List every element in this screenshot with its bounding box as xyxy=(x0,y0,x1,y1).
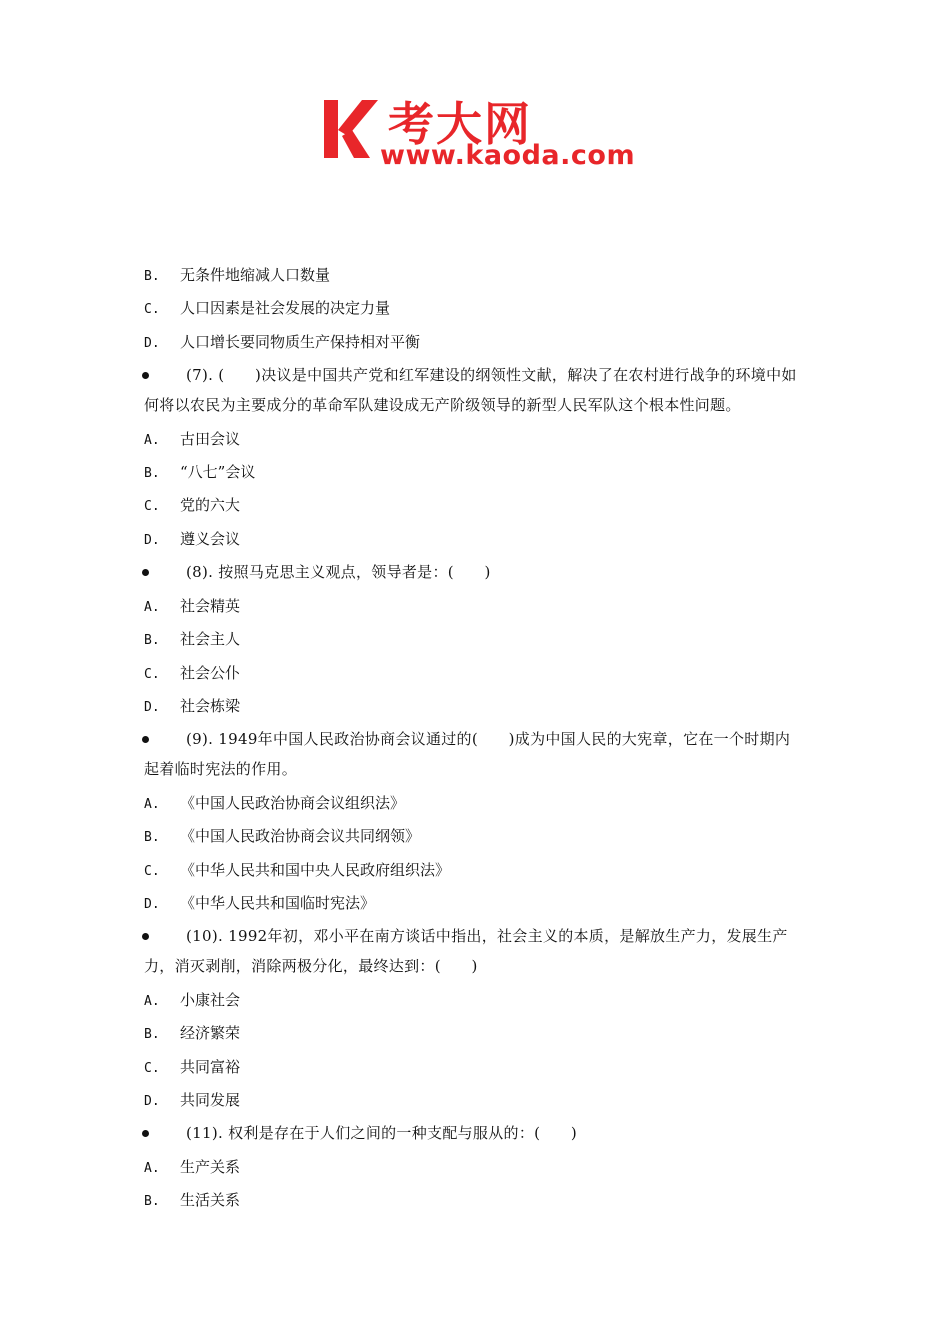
k-logo-icon xyxy=(318,96,384,162)
question-item xyxy=(144,725,804,784)
question-text: (10). 1992年初，邓小平在南方谈话中指出，社会主义的本质，是解放生产力，发展生产力，消灭剥削，消除两极分化，最终达到：( ) xyxy=(144,927,788,976)
brand-url: www.kaoda.com xyxy=(380,140,636,171)
option-letter: D. xyxy=(144,700,160,716)
option-text: 社会栋梁 xyxy=(180,697,241,716)
option-letter: A. xyxy=(144,796,160,812)
option-letter: D. xyxy=(144,335,160,351)
option-letter: B. xyxy=(144,269,160,284)
answer-option xyxy=(144,489,804,522)
option-text: 共同富裕 xyxy=(180,1057,241,1076)
answer-option xyxy=(144,984,804,1017)
option-text: 共同发展 xyxy=(180,1090,241,1109)
option-text: 《中华人民共和国中央人民政府组织法》 xyxy=(180,860,451,879)
option-letter: B. xyxy=(144,633,160,649)
option-letter: B. xyxy=(144,465,160,481)
option-letter: C. xyxy=(144,302,160,318)
option-text: 《中国人民政治协商会议组织法》 xyxy=(180,793,406,812)
option-text: 古田会议 xyxy=(180,429,241,448)
answer-option xyxy=(144,1051,804,1084)
option-letter: C. xyxy=(144,863,160,879)
brand-name: 考大网 xyxy=(388,97,532,151)
question-text: (9). 1949年中国人民政治协商会议通过的( )成为中国人民的大宪章，它在一个时期内起着临时宪法的作用。 xyxy=(144,730,791,779)
option-letter: C. xyxy=(144,499,160,515)
question-text: (8). 按照马克思主义观点，领导者是：( ) xyxy=(186,563,491,582)
option-text: 《中华人民共和国临时宪法》 xyxy=(180,893,376,912)
answer-option xyxy=(144,854,804,887)
question-list xyxy=(144,259,804,1218)
answer-option xyxy=(144,292,804,325)
option-text: 党的六大 xyxy=(180,496,241,515)
option-letter: D. xyxy=(144,896,160,912)
answer-option xyxy=(144,887,804,920)
option-letter: C. xyxy=(144,1060,160,1076)
option-letter: B. xyxy=(144,830,160,846)
answer-option xyxy=(144,657,804,690)
answer-option xyxy=(144,1151,804,1184)
option-letter: A. xyxy=(144,993,160,1009)
option-text: 生产关系 xyxy=(180,1158,241,1177)
site-logo[interactable] xyxy=(318,92,648,178)
answer-option xyxy=(144,787,804,820)
answer-option xyxy=(144,690,804,723)
question-item xyxy=(144,922,804,981)
option-text: 社会公仆 xyxy=(180,663,241,682)
answer-option xyxy=(144,820,804,853)
option-letter: B. xyxy=(144,1027,160,1043)
option-letter: A. xyxy=(144,599,160,615)
answer-option xyxy=(144,1184,804,1217)
option-text: 《中国人民政治协商会议共同纲领》 xyxy=(180,827,421,846)
option-letter: C. xyxy=(144,666,160,682)
answer-option xyxy=(144,590,804,623)
option-text: 社会精英 xyxy=(180,596,241,615)
option-text: 生活关系 xyxy=(180,1191,241,1210)
answer-option xyxy=(144,1017,804,1050)
option-text: 经济繁荣 xyxy=(180,1024,241,1043)
option-letter: B. xyxy=(144,1194,160,1210)
answer-option xyxy=(144,423,804,456)
question-item xyxy=(144,1119,804,1149)
answer-option xyxy=(144,623,804,656)
answer-option xyxy=(144,523,804,556)
answer-option xyxy=(144,1084,804,1117)
option-text: 小康社会 xyxy=(180,990,241,1009)
option-text: 社会主人 xyxy=(180,630,241,649)
option-letter: D. xyxy=(144,532,160,548)
option-text: 遵义会议 xyxy=(180,529,241,548)
option-text: 人口增长要同物质生产保持相对平衡 xyxy=(180,332,421,351)
answer-option xyxy=(144,326,804,359)
option-letter: D. xyxy=(144,1093,160,1109)
question-text: (7). ( )决议是中国共产党和红军建设的纲领性文献，解决了在农村进行战争的环境中如何将以农民为主要成分的革命军队建设成无产阶级领导的新型人民军队这个根本性问题。 xyxy=(144,366,797,414)
option-letter: A. xyxy=(144,1161,160,1177)
option-text: 无条件地缩减人口数量 xyxy=(180,266,331,284)
question-item xyxy=(144,558,804,588)
option-text: 人口因素是社会发展的决定力量 xyxy=(180,299,391,318)
option-letter: A. xyxy=(144,432,160,448)
answer-option xyxy=(144,456,804,489)
question-item xyxy=(144,361,804,420)
option-text: “八七”会议 xyxy=(180,462,256,481)
answer-option xyxy=(144,259,804,292)
question-text: (11). 权利是存在于人们之间的一种支配与服从的：( ) xyxy=(186,1124,578,1143)
